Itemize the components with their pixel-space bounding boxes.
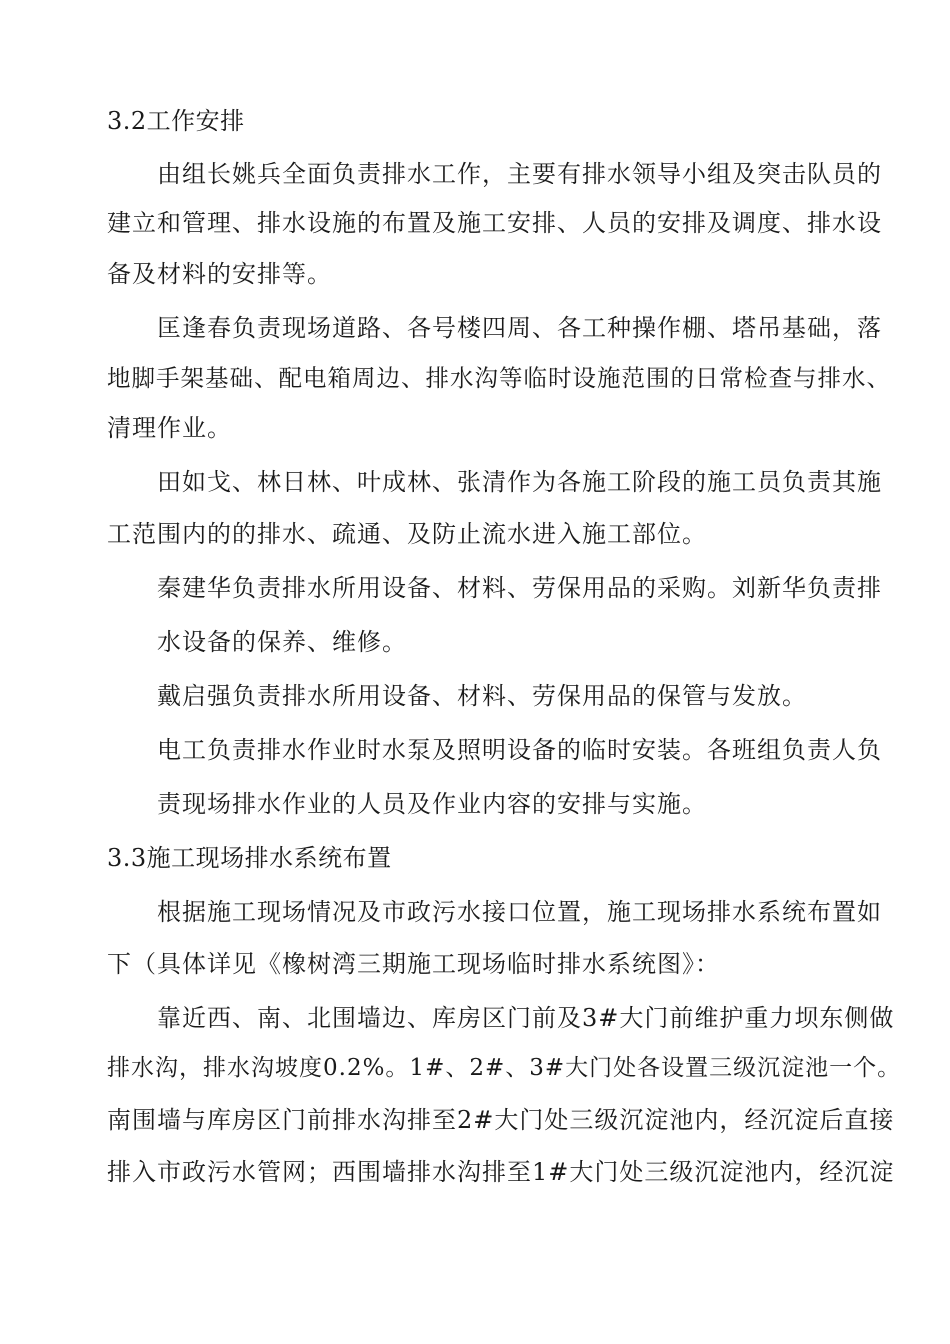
paragraph-line: 建立和管理、排水设施的布置及施工安排、人员的安排及调度、排水设 — [107, 209, 882, 237]
paragraph-line: 排水沟，排水沟坡度0.2%。1#、2#、3#大门处各设置三级沉淀池一个。 — [107, 1055, 902, 1081]
paragraph-line: 备及材料的安排等。 — [107, 260, 332, 288]
paragraph-line: 清理作业。 — [107, 414, 232, 442]
paragraph-line: 由组长姚兵全面负责排水工作，主要有排水领导小组及突击队员的 — [157, 160, 882, 188]
paragraph-line: 根据施工现场情况及市政污水接口位置，施工现场排水系统布置如 — [157, 898, 882, 926]
paragraph-line: 田如戈、林日林、叶成林、张清作为各施工阶段的施工员负责其施 — [157, 468, 882, 496]
paragraph-line: 戴启强负责排水所用设备、材料、劳保用品的保管与发放。 — [157, 682, 807, 710]
paragraph-line: 下（具体详见《橡树湾三期施工现场临时排水系统图》： — [107, 950, 720, 978]
paragraph-line: 责现场排水作业的人员及作业内容的安排与实施。 — [157, 790, 707, 818]
paragraph-line: 地脚手架基础、配电箱周边、排水沟等临时设施范围的日常检查与排水、 — [107, 364, 891, 392]
paragraph-line: 秦建华负责排水所用设备、材料、劳保用品的采购。刘新华负责排 — [157, 574, 882, 602]
section-heading-3-3: 3.3施工现场排水系统布置 — [107, 844, 392, 872]
paragraph-line: 匡逢春负责现场道路、各号楼四周、各工种操作棚、塔吊基础，落 — [157, 314, 882, 342]
paragraph-line: 靠近西、南、北围墙边、库房区门前及3#大门前维护重力坝东侧做 — [157, 1004, 895, 1032]
paragraph-line: 电工负责排水作业时水泵及照明设备的临时安装。各班组负责人负 — [157, 736, 882, 764]
paragraph-line: 南围墙与库房区门前排水沟排至2#大门处三级沉淀池内，经沉淀后直接 — [107, 1106, 895, 1134]
paragraph-line: 水设备的保养、维修。 — [157, 628, 407, 656]
paragraph-line: 工范围内的的排水、疏通、及防止流水进入施工部位。 — [107, 520, 707, 548]
paragraph-line: 排入市政污水管网；西围墙排水沟排至1#大门处三级沉淀池内，经沉淀 — [107, 1158, 895, 1186]
section-heading-3-2: 3.2工作安排 — [107, 107, 245, 135]
